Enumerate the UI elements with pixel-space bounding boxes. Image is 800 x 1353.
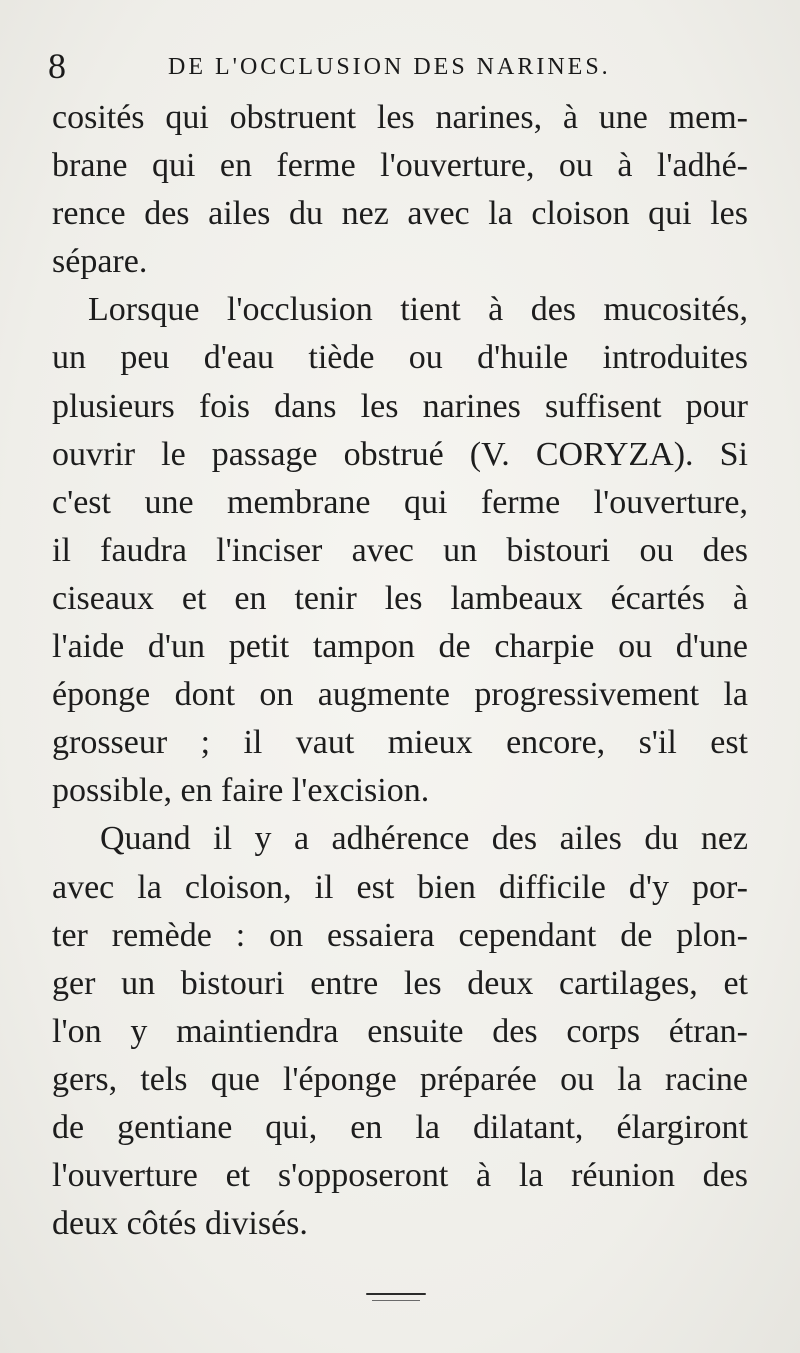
text-line: ter remède : on essaiera cependant de plon- xyxy=(52,916,748,954)
section-divider xyxy=(366,1293,426,1295)
text-line: un peu d'eau tiède ou d'huile introduites xyxy=(52,339,748,377)
text-line: Lorsque l'occlusion tient à des mucosités, xyxy=(88,291,748,329)
text-line: l'on y maintiendra ensuite des corps étran- xyxy=(52,1012,748,1050)
text-line: deux côtés divisés. xyxy=(52,1205,308,1243)
paragraph-2 xyxy=(52,286,748,815)
text-line: sépare. xyxy=(52,243,148,281)
text-line: éponge dont on augmente progressivement la xyxy=(52,676,748,714)
text-line: gers, tels que l'éponge préparée ou la racine xyxy=(52,1060,748,1098)
text-line: l'ouverture et s'opposeront à la réunion des xyxy=(52,1157,748,1195)
paragraph-3 xyxy=(52,815,748,1248)
text-line: Quand il y a adhérence des ailes du nez xyxy=(100,820,748,858)
text-line: cosités qui obstruent les narines, à une mem- xyxy=(52,99,748,136)
text-line: c'est une membrane qui ferme l'ouverture, xyxy=(52,483,748,521)
text-line: l'aide d'un petit tampon de charpie ou d'une xyxy=(52,628,748,666)
text-line: il faudra l'inciser avec un bistouri ou des xyxy=(52,531,748,569)
text-line: ger un bistouri entre les deux cartilages, et xyxy=(52,964,748,1002)
text-line: possible, en faire l'excision. xyxy=(52,772,430,810)
text-line: plusieurs fois dans les narines suffisent pour xyxy=(52,387,748,425)
text-line: ciseaux et en tenir les lambeaux écartés à xyxy=(52,579,748,617)
text-line: grosseur ; il vaut mieux encore, s'il est xyxy=(52,724,748,762)
page-number: 8 xyxy=(48,46,66,86)
text-line: de gentiane qui, en la dilatant, élargiront xyxy=(52,1108,748,1146)
text-line: avec la cloison, il est bien difficile d'y por- xyxy=(52,868,748,906)
running-title: DE L'OCCLUSION DES NARINES. xyxy=(168,54,611,80)
text-line: ouvrir le passage obstrué (V. CORYZA). Si xyxy=(52,435,748,473)
paragraph-1 xyxy=(52,94,748,286)
text-line: brane qui en ferme l'ouverture, ou à l'adhé- xyxy=(52,147,748,185)
body-text xyxy=(52,94,748,1248)
text-line: rence des ailes du nez avec la cloison qui les xyxy=(52,195,748,233)
page-header xyxy=(48,44,748,88)
